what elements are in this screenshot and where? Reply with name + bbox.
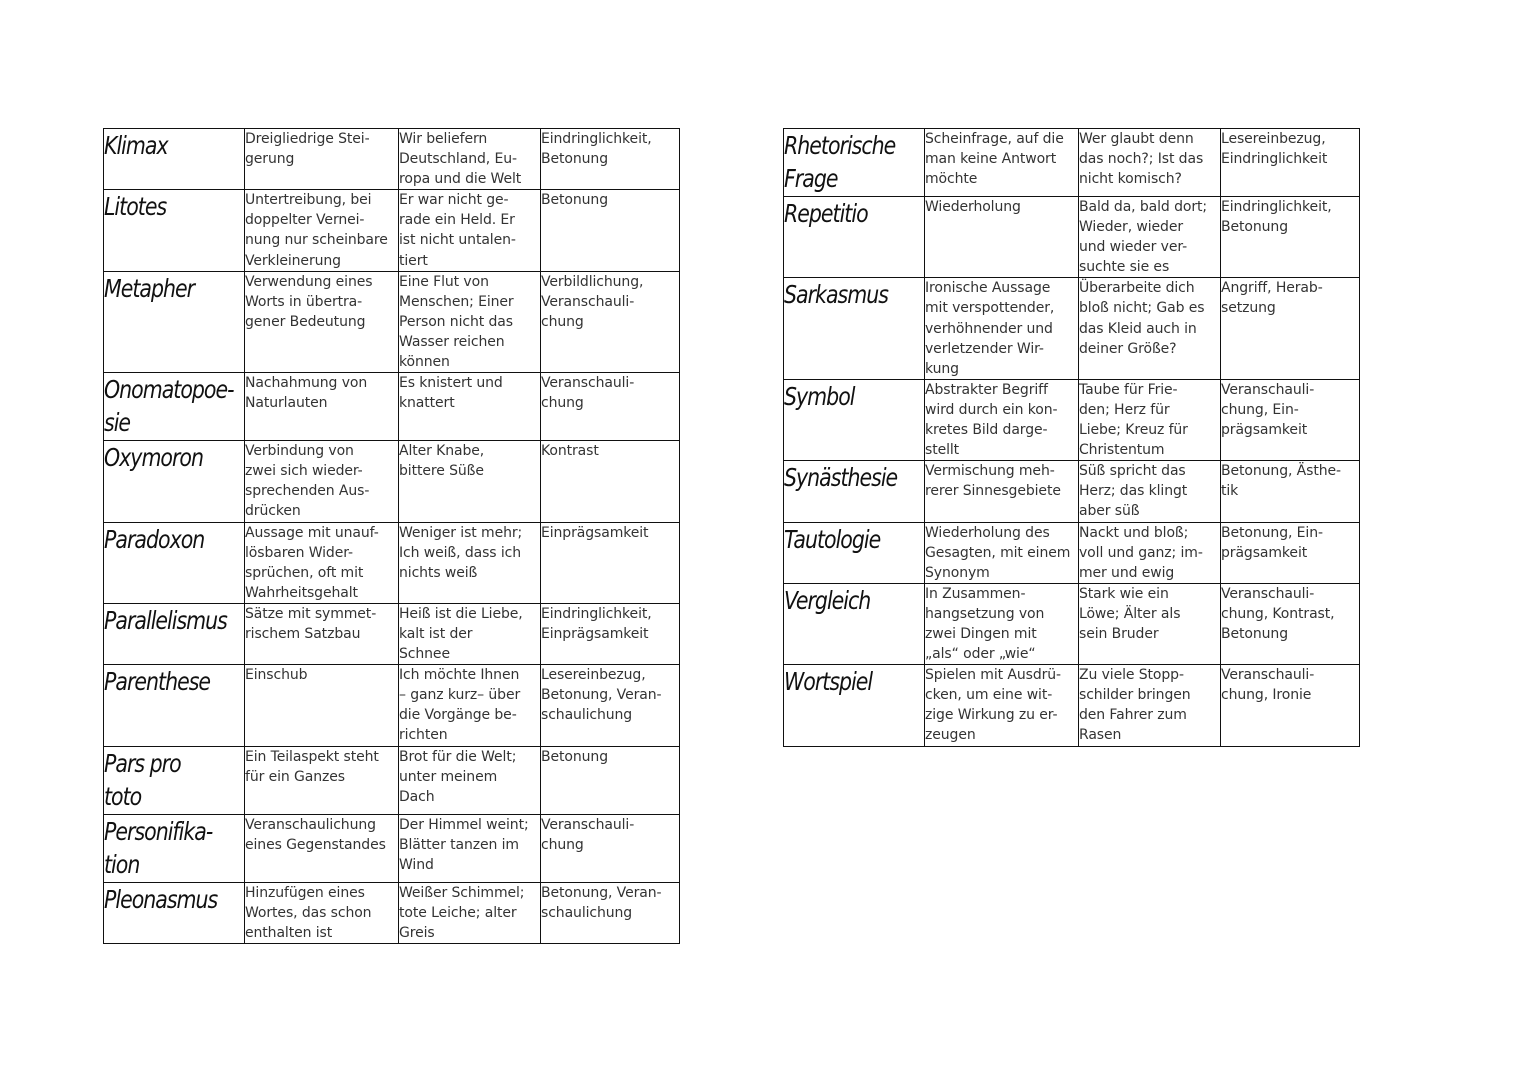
example-cell: Taube für Frie- den; Herz für Liebe; Kreuz für Christentum — [1079, 379, 1221, 460]
term-cell — [104, 129, 245, 190]
table-row — [104, 190, 680, 271]
table-row — [784, 461, 1360, 522]
effect-cell: Eindringlichkeit, Betonung — [541, 129, 680, 190]
example-cell: Ich möchte Ihnen – ganz kurz– über die Vorgänge be- richten — [399, 665, 541, 746]
term-text: Wortspiel — [784, 667, 873, 697]
effect-cell: Lesereinbezug, Betonung, Veran- schaulichung — [541, 665, 680, 746]
table-row — [104, 129, 680, 190]
table-row — [104, 882, 680, 943]
table-row — [104, 665, 680, 746]
example-cell: Wir beliefern Deutschland, Eu- ropa und die Welt — [399, 129, 541, 190]
definition-cell: Verbindung von zwei sich wieder- sprechenden Aus- drücken — [245, 441, 399, 522]
effect-cell: Eindringlichkeit, Einprägsamkeit — [541, 603, 680, 664]
table-row — [104, 271, 680, 372]
table-row — [784, 665, 1360, 746]
term-cell — [104, 522, 245, 603]
table-row — [784, 379, 1360, 460]
effect-cell: Betonung — [541, 746, 680, 814]
effect-cell: Veranschauli- chung — [541, 373, 680, 441]
definition-cell: Einschub — [245, 665, 399, 746]
effect-cell: Veranschauli- chung, Ein- prägsamkeit — [1221, 379, 1360, 460]
term-cell — [104, 746, 245, 814]
term-text: Tautologie — [784, 524, 881, 554]
term-text: Pars pro toto — [104, 748, 181, 811]
definition-cell: Untertreibung, bei doppelter Vernei- nung nur scheinbare Verkleinerung — [245, 190, 399, 271]
definition-cell: Spielen mit Ausdrü- cken, um eine wit- zige Wirkung zu er- zeugen — [925, 665, 1079, 746]
effect-cell: Veranschauli- chung, Ironie — [1221, 665, 1360, 746]
table-row — [104, 603, 680, 664]
definition-cell: Hinzufügen eines Wortes, das schon enthalten ist — [245, 882, 399, 943]
example-cell: Weniger ist mehr; Ich weiß, dass ich nichts weiß — [399, 522, 541, 603]
term-cell — [784, 379, 925, 460]
example-cell: Weißer Schimmel; tote Leiche; alter Greis — [399, 882, 541, 943]
table-row — [784, 583, 1360, 664]
term-cell — [784, 129, 925, 197]
term-cell — [104, 882, 245, 943]
definition-cell: Ironische Aussage mit verspottender, verhöhnender und verletzender Wir- kung — [925, 278, 1079, 379]
term-cell — [784, 197, 925, 278]
effect-cell: Eindringlichkeit, Betonung — [1221, 197, 1360, 278]
example-cell: Alter Knabe, bittere Süße — [399, 441, 541, 522]
term-text: Symbol — [784, 381, 855, 411]
definition-cell: Nachahmung von Naturlauten — [245, 373, 399, 441]
table-row — [784, 197, 1360, 278]
term-cell — [784, 461, 925, 522]
effect-cell: Veranschauli- chung — [541, 814, 680, 882]
table-row — [784, 522, 1360, 583]
example-cell: Brot für die Welt; unter meinem Dach — [399, 746, 541, 814]
table-row — [104, 373, 680, 441]
term-text: Synästhesie — [784, 463, 898, 493]
table-row — [104, 746, 680, 814]
term-text: Paradoxon — [104, 524, 205, 554]
definition-cell: In Zusammen- hangsetzung von zwei Dingen mit „als“ oder „wie“ — [925, 583, 1079, 664]
definition-cell: Dreigliedrige Stei- gerung — [245, 129, 399, 190]
effect-cell: Betonung, Ein- prägsamkeit — [1221, 522, 1360, 583]
effect-cell: Einprägsamkeit — [541, 522, 680, 603]
table-row — [104, 441, 680, 522]
term-text: Metapher — [104, 273, 195, 303]
effect-cell: Betonung — [541, 190, 680, 271]
term-text: Repetitio — [784, 199, 868, 228]
term-text: Pleonasmus — [104, 884, 218, 914]
definition-cell: Verwendung eines Worts in übertra- gener Bedeutung — [245, 271, 399, 372]
term-cell — [784, 278, 925, 379]
definition-cell: Wiederholung des Gesagten, mit einem Synonym — [925, 522, 1079, 583]
example-cell: Süß spricht das Herz; das klingt aber süß — [1079, 461, 1221, 522]
example-cell: Nackt und bloß; voll und ganz; im- mer und ewig — [1079, 522, 1221, 583]
effect-cell: Betonung, Veran- schaulichung — [541, 882, 680, 943]
effect-cell: Verbildlichung, Veranschauli- chung — [541, 271, 680, 372]
effect-cell: Lesereinbezug, Eindringlichkeit — [1221, 129, 1360, 197]
effect-cell: Veranschauli- chung, Kontrast, Betonung — [1221, 583, 1360, 664]
term-cell — [784, 522, 925, 583]
definition-cell: Sätze mit symmet- rischem Satzbau — [245, 603, 399, 664]
stylistic-devices-table-right — [783, 128, 1360, 747]
definition-cell: Ein Teilaspekt steht für ein Ganzes — [245, 746, 399, 814]
term-cell — [104, 441, 245, 522]
example-cell: Er war nicht ge- rade ein Held. Er ist nicht untalen- tiert — [399, 190, 541, 271]
term-cell — [784, 583, 925, 664]
definition-cell: Aussage mit unauf- lösbaren Wider- sprüchen, oft mit Wahrheitsgehalt — [245, 522, 399, 603]
definition-cell: Scheinfrage, auf die man keine Antwort möchte — [925, 129, 1079, 197]
term-text: Sarkasmus — [784, 280, 888, 310]
term-cell — [104, 603, 245, 664]
example-cell: Bald da, bald dort; Wieder, wieder und wieder ver- suchte sie es — [1079, 197, 1221, 278]
example-cell: Stark wie ein Löwe; Älter als sein Bruder — [1079, 583, 1221, 664]
example-cell: Eine Flut von Menschen; Einer Person nicht das Wasser reichen können — [399, 271, 541, 372]
term-text: Klimax — [104, 131, 168, 160]
term-text: Onomatopoe- sie — [104, 375, 234, 438]
definition-cell: Veranschaulichung eines Gegenstandes — [245, 814, 399, 882]
example-cell: Heiß ist die Liebe, kalt ist der Schnee — [399, 603, 541, 664]
effect-cell: Kontrast — [541, 441, 680, 522]
term-text: Personifika- tion — [104, 816, 213, 879]
example-cell: Wer glaubt denn das noch?; Ist das nicht komisch? — [1079, 129, 1221, 197]
example-cell: Zu viele Stopp- schilder bringen den Fahrer zum Rasen — [1079, 665, 1221, 746]
table-row — [784, 278, 1360, 379]
definition-cell: Abstrakter Begriff wird durch ein kon- kretes Bild darge- stellt — [925, 379, 1079, 460]
definition-cell: Wiederholung — [925, 197, 1079, 278]
definition-cell: Vermischung meh- rerer Sinnesgebiete — [925, 461, 1079, 522]
term-text: Litotes — [104, 192, 167, 222]
term-text: Parallelismus — [104, 605, 227, 635]
term-text: Vergleich — [784, 585, 871, 615]
term-cell — [104, 373, 245, 441]
term-text: Oxymoron — [104, 443, 204, 473]
term-text: Parenthese — [104, 667, 211, 697]
term-cell — [104, 814, 245, 882]
term-cell — [104, 190, 245, 271]
example-cell: Es knistert und knattert — [399, 373, 541, 441]
table-row — [104, 522, 680, 603]
table-row — [784, 129, 1360, 197]
stylistic-devices-table-left — [103, 128, 680, 944]
example-cell: Der Himmel weint; Blätter tanzen im Wind — [399, 814, 541, 882]
term-cell — [104, 271, 245, 372]
term-cell — [104, 665, 245, 746]
effect-cell: Angriff, Herab- setzung — [1221, 278, 1360, 379]
table-row — [104, 814, 680, 882]
term-cell — [784, 665, 925, 746]
term-text: Rhetorische Frage — [784, 131, 896, 193]
example-cell: Überarbeite dich bloß nicht; Gab es das Kleid auch in deiner Größe? — [1079, 278, 1221, 379]
effect-cell: Betonung, Ästhe- tik — [1221, 461, 1360, 522]
